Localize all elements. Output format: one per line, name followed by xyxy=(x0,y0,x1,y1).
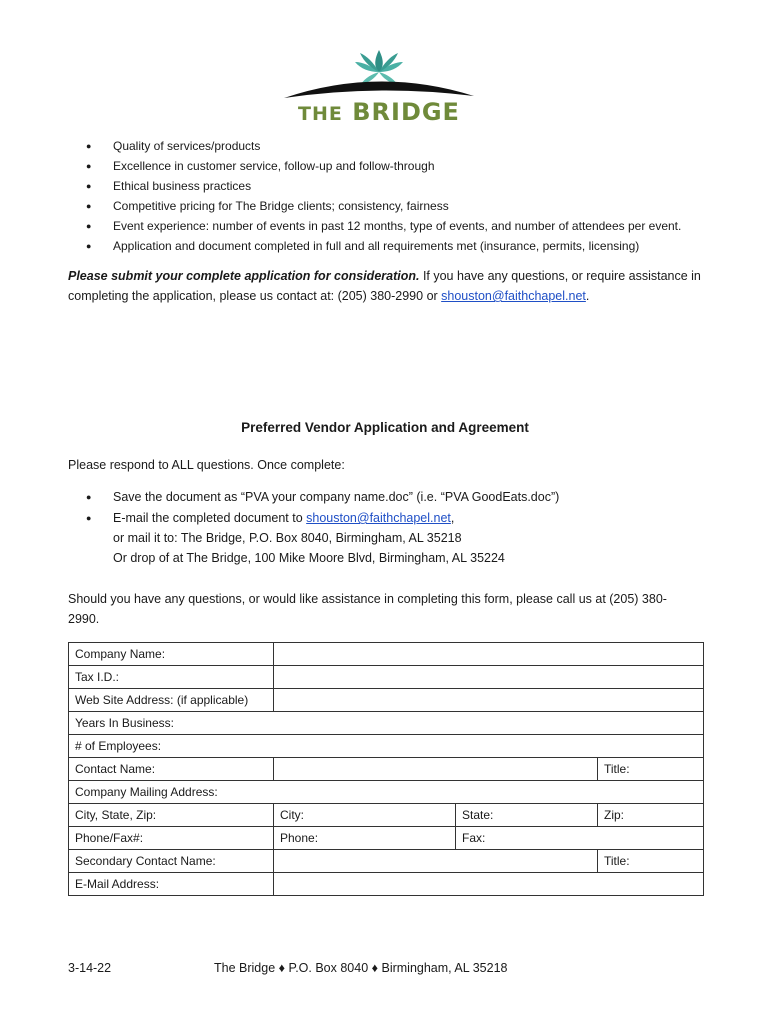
contact-email-link[interactable]: shouston@faithchapel.net xyxy=(441,289,586,303)
email-address-label: E-Mail Address: xyxy=(69,873,274,896)
list-item: ● Excellence in customer service, follow-up and follow-through xyxy=(86,159,435,173)
city-field[interactable]: City: xyxy=(274,804,456,827)
website-label: Web Site Address: (if applicable) xyxy=(69,689,274,712)
list-item: ● Ethical business practices xyxy=(86,179,252,193)
list-item: ● Quality of services/products xyxy=(86,139,261,153)
table-row xyxy=(69,666,704,689)
questions-note: Should you have any questions, or would like assistance in completing this form, please call us at (205) 380- 2990. xyxy=(68,592,667,626)
contact-name-label: Contact Name: xyxy=(69,758,274,781)
website-field[interactable] xyxy=(274,689,704,712)
secondary-contact-field[interactable] xyxy=(274,850,598,873)
company-name-label: Company Name: xyxy=(69,643,274,666)
submit-note: Please submit your complete application for consideration. If you have any questions, or require assistance in completing the application, please us contact at: (205) 380-2990 or shouston@faithchapel.net. xyxy=(68,269,701,303)
contact-name-field[interactable] xyxy=(274,758,598,781)
table-row xyxy=(69,781,704,804)
table-row xyxy=(69,758,704,781)
table-row xyxy=(69,689,704,712)
table-row xyxy=(69,712,704,735)
submit-email-link[interactable]: shouston@faithchapel.net xyxy=(306,511,451,525)
list-item: ● Save the document as “PVA your company name.doc” (i.e. “PVA GoodEats.doc”) xyxy=(86,490,560,504)
page-title: Preferred Vendor Application and Agreement xyxy=(241,420,529,435)
tax-id-label: Tax I.D.: xyxy=(69,666,274,689)
years-in-business-field[interactable]: Years In Business: xyxy=(69,712,704,735)
phone-field[interactable]: Phone: xyxy=(274,827,456,850)
table-row xyxy=(69,850,704,873)
logo-wordmark: THE BRIDGE xyxy=(298,98,460,126)
email-address-field[interactable] xyxy=(274,873,704,896)
list-item: ● Application and document completed in full and all requirements met (insurance, permits, licensing) xyxy=(86,239,640,253)
zip-field[interactable]: Zip: xyxy=(598,804,704,827)
vendor-application-form xyxy=(68,642,704,896)
respond-intro: Please respond to ALL questions. Once complete: xyxy=(68,458,345,472)
city-state-zip-label: City, State, Zip: xyxy=(69,804,274,827)
list-item: ● E-mail the completed document to shouston@faithchapel.net, or mail it to: The Bridge, P.O. Box 8040, Birmingham, AL 35218 Or drop of at The Bridge, 100 Mike Moore Blvd, Birmingham, AL 35224 xyxy=(86,511,505,565)
state-field[interactable]: State: xyxy=(456,804,598,827)
mailing-address-field[interactable]: Company Mailing Address: xyxy=(69,781,704,804)
table-row xyxy=(69,643,704,666)
submission-steps-list xyxy=(86,487,559,568)
table-row xyxy=(69,827,704,850)
contact-title-field[interactable]: Title: xyxy=(598,758,704,781)
phone-fax-label: Phone/Fax#: xyxy=(69,827,274,850)
evaluation-criteria-list xyxy=(86,136,681,256)
footer-address: The Bridge ♦ P.O. Box 8040 ♦ Birmingham, AL 35218 xyxy=(214,961,508,975)
company-name-field[interactable] xyxy=(274,643,704,666)
the-bridge-logo xyxy=(276,46,482,128)
secondary-contact-label: Secondary Contact Name: xyxy=(69,850,274,873)
list-item: ● Competitive pricing for The Bridge clients; consistency, fairness xyxy=(86,199,449,213)
tax-id-field[interactable] xyxy=(274,666,704,689)
table-row xyxy=(69,804,704,827)
footer-date: 3-14-22 xyxy=(68,961,112,975)
fax-field[interactable]: Fax: xyxy=(456,827,704,850)
secondary-title-field[interactable]: Title: xyxy=(598,850,704,873)
table-row xyxy=(69,735,704,758)
employees-field[interactable]: # of Employees: xyxy=(69,735,704,758)
table-row xyxy=(69,873,704,896)
list-item: ● Event experience: number of events in past 12 months, type of events, and number of attendees per event. xyxy=(86,219,682,233)
